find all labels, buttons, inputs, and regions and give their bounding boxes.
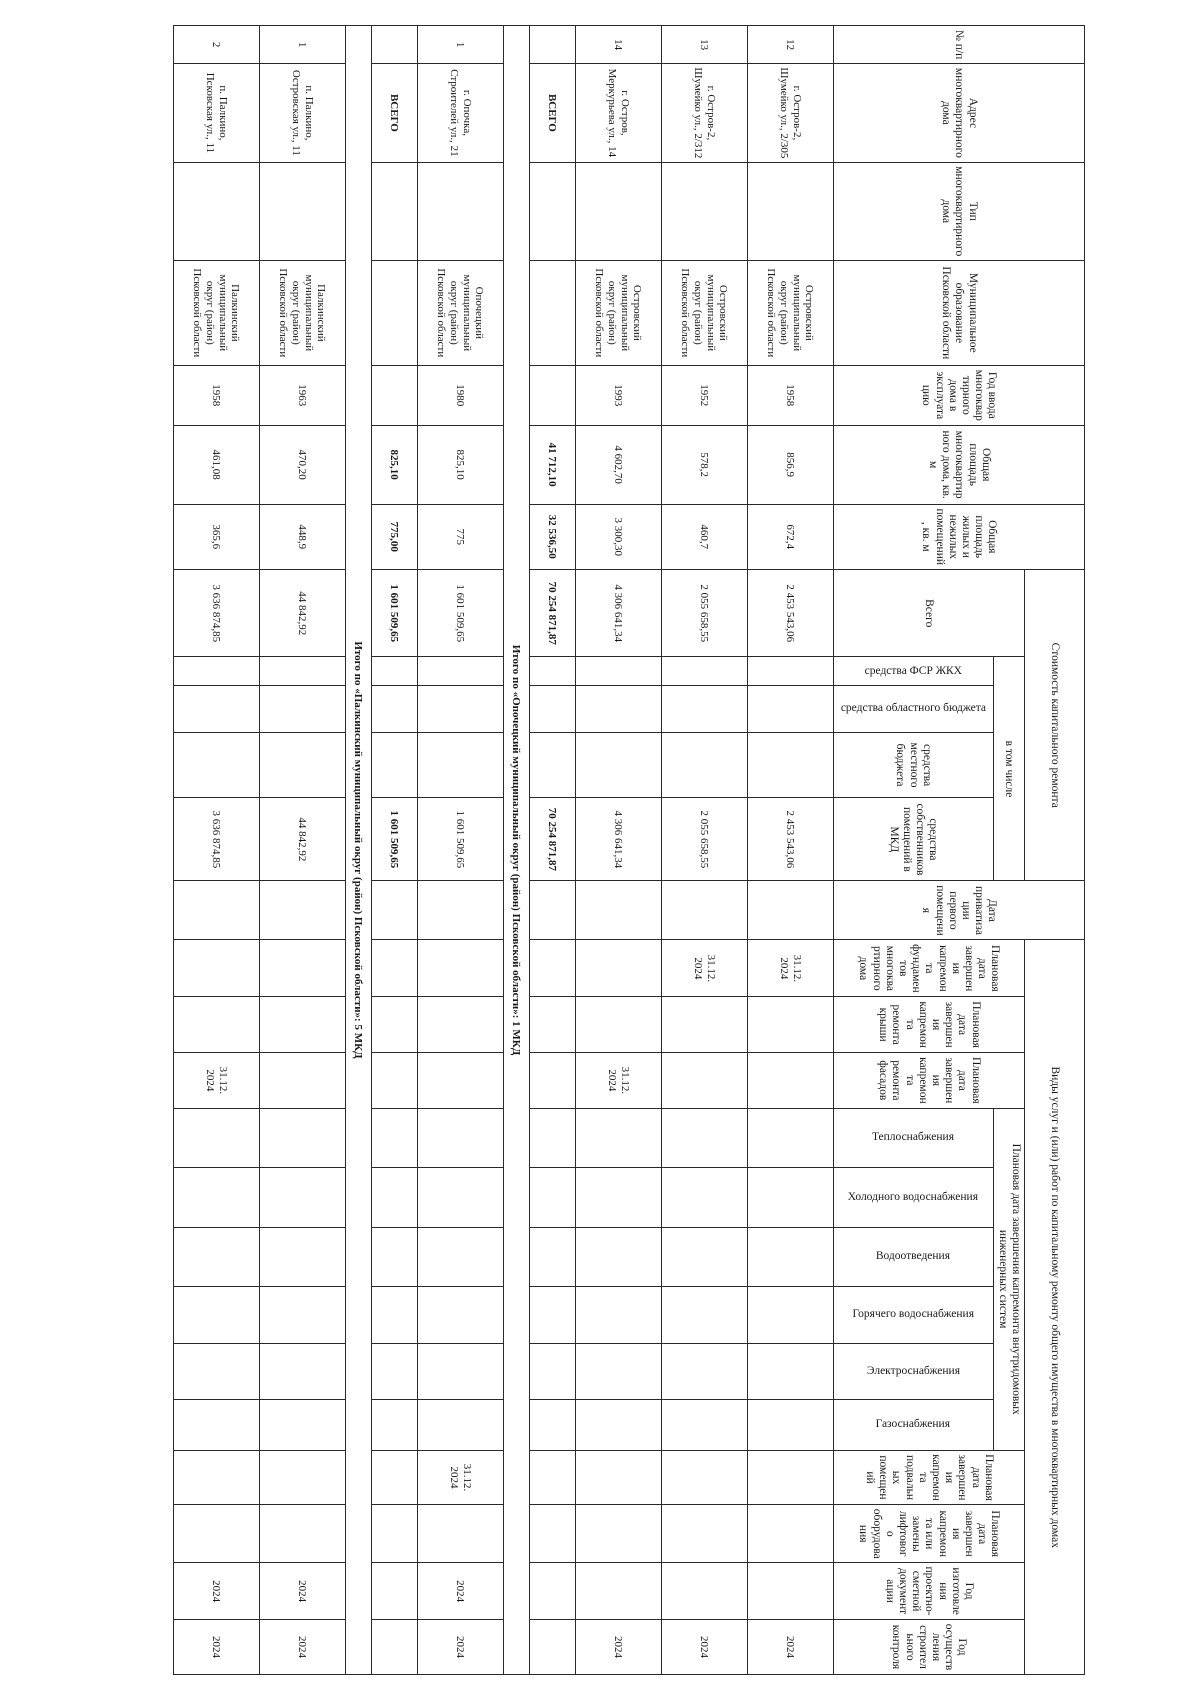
cell-heat [575,1108,661,1167]
cell-living-area: 460,7 [661,504,747,570]
cell-hot-water [173,1286,259,1343]
cell-control-year: 2024 [417,1620,503,1675]
header-num: № п/п [833,26,1084,64]
header-address: Адрес многоквартирного дома [833,64,1084,162]
cell-control-year: 2024 [173,1620,259,1675]
cell-address: г. Опочка, Строителей ул., 21 [417,64,503,162]
cell-empty [371,1227,417,1286]
cell-privatization [747,881,833,940]
header-gas: Газоснабжения [833,1400,993,1450]
cell-address: г. Остров-2, Шумейко ул., 2/312 [661,64,747,162]
table-row [173,26,259,1675]
cell-cost-total: 2 453 543,06 [747,570,833,657]
cell-design-year: 2024 [173,1563,259,1620]
cell-gas [417,1400,503,1450]
cell-total-area: 578,2 [661,425,747,504]
header-total-area: Общая площадь многоквартирного дома, кв. м [833,425,1084,504]
cell-year: 1980 [417,365,503,425]
total-owners: 1 601 509,65 [371,798,417,881]
cell-design-year [747,1563,833,1620]
total-total-area: 825,10 [371,425,417,504]
cell-roof [173,997,259,1053]
cell-design-year: 2024 [259,1563,345,1620]
cell-fsr [173,657,259,685]
cell-regional [575,685,661,732]
cell-address: п. Палкино, Псковская ул., 11 [173,64,259,162]
cell-municipality: Палкинский муниципальный округ (район) Псковской области [173,260,259,365]
header-year: Год ввода многоквартирного дома в эксплуатацию [833,365,1084,425]
cell-gas [747,1400,833,1450]
cell-foundation [173,940,259,997]
cell-empty [371,1286,417,1343]
cell-regional [417,685,503,732]
cell-privatization [417,881,503,940]
header-municipality: Муниципальное образование Псковской области [833,260,1084,365]
cell-municipality: Островский муниципальный округ (район) Псковской области [661,260,747,365]
cell-sewer [259,1227,345,1286]
cell-cost-total: 4 306 641,34 [575,570,661,657]
cell-heat [173,1108,259,1167]
cell-empty [529,657,575,685]
cell-empty [371,260,417,365]
cell-regional [747,685,833,732]
cell-type [259,162,345,260]
cell-address: п. Палкино, Островская ул., 11 [259,64,345,162]
cell-lift [259,1505,345,1563]
cell-design-year [575,1563,661,1620]
cell-fsr [417,657,503,685]
cell-roof [661,997,747,1053]
total-living-area: 32 536,50 [529,504,575,570]
cell-gas [661,1400,747,1450]
cell-owners: 2 453 543,06 [747,798,833,881]
cell-empty [529,1227,575,1286]
header-heat: Теплоснабжения [833,1108,993,1167]
cell-empty [371,1450,417,1505]
cell-electric [661,1343,747,1400]
cell-empty [529,881,575,940]
cell-empty [371,1620,417,1675]
cell-control-year: 2024 [747,1620,833,1675]
cell-fsr [259,657,345,685]
cell-electric [417,1343,503,1400]
cell-regional [259,685,345,732]
cell-hot-water [417,1286,503,1343]
cell-empty [529,1505,575,1563]
cell-foundation [259,940,345,997]
cell-privatization [575,881,661,940]
cell-cold-water [747,1167,833,1227]
cell-local [417,732,503,798]
cell-empty [529,1450,575,1505]
cell-design-year: 2024 [417,1563,503,1620]
cell-empty [371,1052,417,1108]
header-privatization: Дата приватизации первого помещения [833,881,1084,940]
cell-gas [575,1400,661,1450]
table-row [417,26,503,1675]
capital-repair-table [173,25,1085,1675]
cell-municipality: Опочецкий муниципальный округ (район) Псковской области [417,260,503,365]
total-total-area: 41 712,10 [529,425,575,504]
cell-empty [529,685,575,732]
cell-basement [259,1450,345,1505]
cell-lift [417,1505,503,1563]
cell-empty [529,940,575,997]
cell-foundation: 31.12. 2024 [747,940,833,997]
header-design-year: Год изготовления проектно-сметной документации [833,1563,1024,1620]
cell-empty [371,657,417,685]
cell-roof [747,997,833,1053]
cell-cold-water [575,1167,661,1227]
group-total-row [345,26,371,1675]
group-total-title: Итого по «Опочецкий муниципальный округ (район) Псковской области»: 1 МКД [503,26,529,1675]
cell-roof [575,997,661,1053]
cell-basement [661,1450,747,1505]
cell-sewer [417,1227,503,1286]
cell-regional [173,685,259,732]
cell-privatization [259,881,345,940]
header-sewer: Водоотведения [833,1227,993,1286]
cell-lift [575,1505,661,1563]
cell-living-area: 365,6 [173,504,259,570]
cell-privatization [661,881,747,940]
table-body [173,26,1084,1675]
cell-fsr [575,657,661,685]
cell-empty [371,685,417,732]
cell-type [661,162,747,260]
cell-hot-water [747,1286,833,1343]
cell-empty [529,365,575,425]
cell-empty [529,1620,575,1675]
header-basement: Плановая дата завершения капремонта подвальных помещений [833,1450,1024,1505]
cell-electric [575,1343,661,1400]
header-local: средства местного бюджета [833,732,993,798]
cell-empty [371,940,417,997]
cell-owners: 1 601 509,65 [417,798,503,881]
cell-empty [529,1343,575,1400]
cell-empty [371,365,417,425]
cell-facade [661,1052,747,1108]
cell-empty [529,732,575,798]
cell-design-year [661,1563,747,1620]
cell-basement [747,1450,833,1505]
cell-year: 1993 [575,365,661,425]
cell-municipality: Островский муниципальный округ (район) Псковской области [575,260,661,365]
cell-foundation [417,940,503,997]
cell-local [575,732,661,798]
cell-foundation [575,940,661,997]
cell-gas [259,1400,345,1450]
cell-cold-water [661,1167,747,1227]
cell-empty [371,1400,417,1450]
cell-heat [259,1108,345,1167]
header-fsr: средства ФСР ЖКХ [833,657,993,685]
cell-facade [417,1052,503,1108]
cell-total-area: 856,9 [747,425,833,504]
header-control-year: Год осуществления строительного контроля [833,1620,1024,1675]
cell-cost-total: 2 055 658,55 [661,570,747,657]
header-type: Тип многоквартирного дома [833,162,1084,260]
table-row [259,26,345,1675]
cell-living-area: 448,9 [259,504,345,570]
cell-num: 1 [417,26,503,64]
cell-cost-total: 3 636 874,85 [173,570,259,657]
cell-year: 1963 [259,365,345,425]
cell-roof [259,997,345,1053]
cell-year: 1958 [173,365,259,425]
cell-local [259,732,345,798]
cell-gas [173,1400,259,1450]
header-services-group: Виды услуг и (или) работ по капитальному ремонту общего имущества в многоквартирных домах [1025,940,1085,1675]
cell-empty [529,26,575,64]
header-incl: в том числе [993,657,1024,881]
cell-facade [747,1052,833,1108]
header-hot-water: Горячего водоснабжения [833,1286,993,1343]
cell-empty [371,1505,417,1563]
cell-type [575,162,661,260]
header-foundation: Плановая дата завершения капремонта фундаментов многоквартирного дома [833,940,1024,997]
total-label: ВСЕГО [529,64,575,162]
cell-living-area: 3 300,30 [575,504,661,570]
cell-lift [747,1505,833,1563]
cell-total-area: 470,20 [259,425,345,504]
cell-empty [529,997,575,1053]
cell-cold-water [417,1167,503,1227]
table-row [747,26,833,1675]
header-lift: Плановая дата завершения капремонта или замены лифтового оборудования [833,1505,1024,1563]
cell-living-area: 775 [417,504,503,570]
cell-total-area: 461,08 [173,425,259,504]
cell-num: 12 [747,26,833,64]
header-roof: Плановая дата завершения капремонта ремонта крыши [833,997,1024,1053]
cell-empty [371,26,417,64]
cell-facade: 31.12. 2024 [173,1052,259,1108]
cell-electric [173,1343,259,1400]
cell-empty [529,1563,575,1620]
cell-sewer [173,1227,259,1286]
cell-basement: 31.12. 2024 [417,1450,503,1505]
total-label: ВСЕГО [371,64,417,162]
cell-electric [259,1343,345,1400]
cell-control-year: 2024 [661,1620,747,1675]
cell-empty [371,1167,417,1227]
cell-total-area: 4 602,70 [575,425,661,504]
cell-empty [371,997,417,1053]
cell-local [661,732,747,798]
cell-sewer [661,1227,747,1286]
total-cost-total: 1 601 509,65 [371,570,417,657]
total-row [371,26,417,1675]
group-total-row [503,26,529,1675]
cell-control-year: 2024 [575,1620,661,1675]
cell-cold-water [259,1167,345,1227]
cell-year: 1952 [661,365,747,425]
cell-lift [661,1505,747,1563]
cell-empty [529,162,575,260]
cell-empty [529,260,575,365]
header-eng-group: Плановая дата завершения капремонта внутридомовых инженерных систем [993,1108,1024,1450]
cell-municipality: Палкинский муниципальный округ (район) Псковской области [259,260,345,365]
cell-hot-water [661,1286,747,1343]
cell-type [747,162,833,260]
cell-address: г. Остров-2, Шумейко ул., 2/305 [747,64,833,162]
cell-empty [371,1343,417,1400]
cell-facade [259,1052,345,1108]
cell-empty [371,732,417,798]
cell-num: 2 [173,26,259,64]
cell-sewer [575,1227,661,1286]
cell-owners: 2 055 658,55 [661,798,747,881]
cell-lift [173,1505,259,1563]
table-row [661,26,747,1675]
cell-facade: 31.12. 2024 [575,1052,661,1108]
cell-total-area: 825,10 [417,425,503,504]
cell-cold-water [173,1167,259,1227]
cell-empty [371,1108,417,1167]
total-owners: 70 254 871,87 [529,798,575,881]
total-row [529,26,575,1675]
cell-fsr [747,657,833,685]
header-owners: средства собственников помещений в МКД [833,798,993,881]
cell-basement [575,1450,661,1505]
cell-privatization [173,881,259,940]
cell-num: 1 [259,26,345,64]
cell-local [173,732,259,798]
cell-control-year: 2024 [259,1620,345,1675]
cell-municipality: Островский муниципальный округ (район) Псковской области [747,260,833,365]
total-cost-total: 70 254 871,87 [529,570,575,657]
cell-empty [529,1167,575,1227]
cell-cost-total: 44 842,92 [259,570,345,657]
cell-type [173,162,259,260]
header-facade: Плановая дата завершения капремонта ремонта фасадов [833,1052,1024,1108]
header-cost-group: Стоимость капитального ремонта [1025,570,1085,881]
table-row [575,26,661,1675]
cell-basement [173,1450,259,1505]
cell-heat [661,1108,747,1167]
cell-heat [747,1108,833,1167]
cell-living-area: 672,4 [747,504,833,570]
cell-empty [371,881,417,940]
cell-roof [417,997,503,1053]
cell-num: 13 [661,26,747,64]
cell-year: 1958 [747,365,833,425]
cell-owners: 3 636 874,85 [173,798,259,881]
cell-local [747,732,833,798]
cell-address: г. Остров, Меркурьева ул., 14 [575,64,661,162]
cell-empty [371,162,417,260]
cell-empty [529,1052,575,1108]
header-cost-total: Всего [833,570,1024,657]
cell-type [417,162,503,260]
cell-empty [371,1563,417,1620]
cell-cost-total: 1 601 509,65 [417,570,503,657]
cell-hot-water [259,1286,345,1343]
cell-hot-water [575,1286,661,1343]
header-regional: средства областного бюджета [833,685,993,732]
header-electric: Электроснабжения [833,1343,993,1400]
cell-foundation: 31.12. 2024 [661,940,747,997]
total-living-area: 775,00 [371,504,417,570]
group-total-title: Итого по «Палкинский муниципальный округ (район) Псковской области»: 5 МКД [345,26,371,1675]
cell-num: 14 [575,26,661,64]
cell-fsr [661,657,747,685]
cell-heat [417,1108,503,1167]
cell-empty [529,1400,575,1450]
cell-sewer [747,1227,833,1286]
cell-empty [529,1286,575,1343]
cell-regional [661,685,747,732]
cell-owners: 44 842,92 [259,798,345,881]
cell-empty [529,1108,575,1167]
rotated-landscape-table [125,25,1085,1675]
cell-owners: 4 306 641,34 [575,798,661,881]
cell-electric [747,1343,833,1400]
header-cold-water: Холодного водоснабжения [833,1167,993,1227]
header-living-area: Общая площадь жилых и нежилых помещений, кв. м [833,504,1084,570]
